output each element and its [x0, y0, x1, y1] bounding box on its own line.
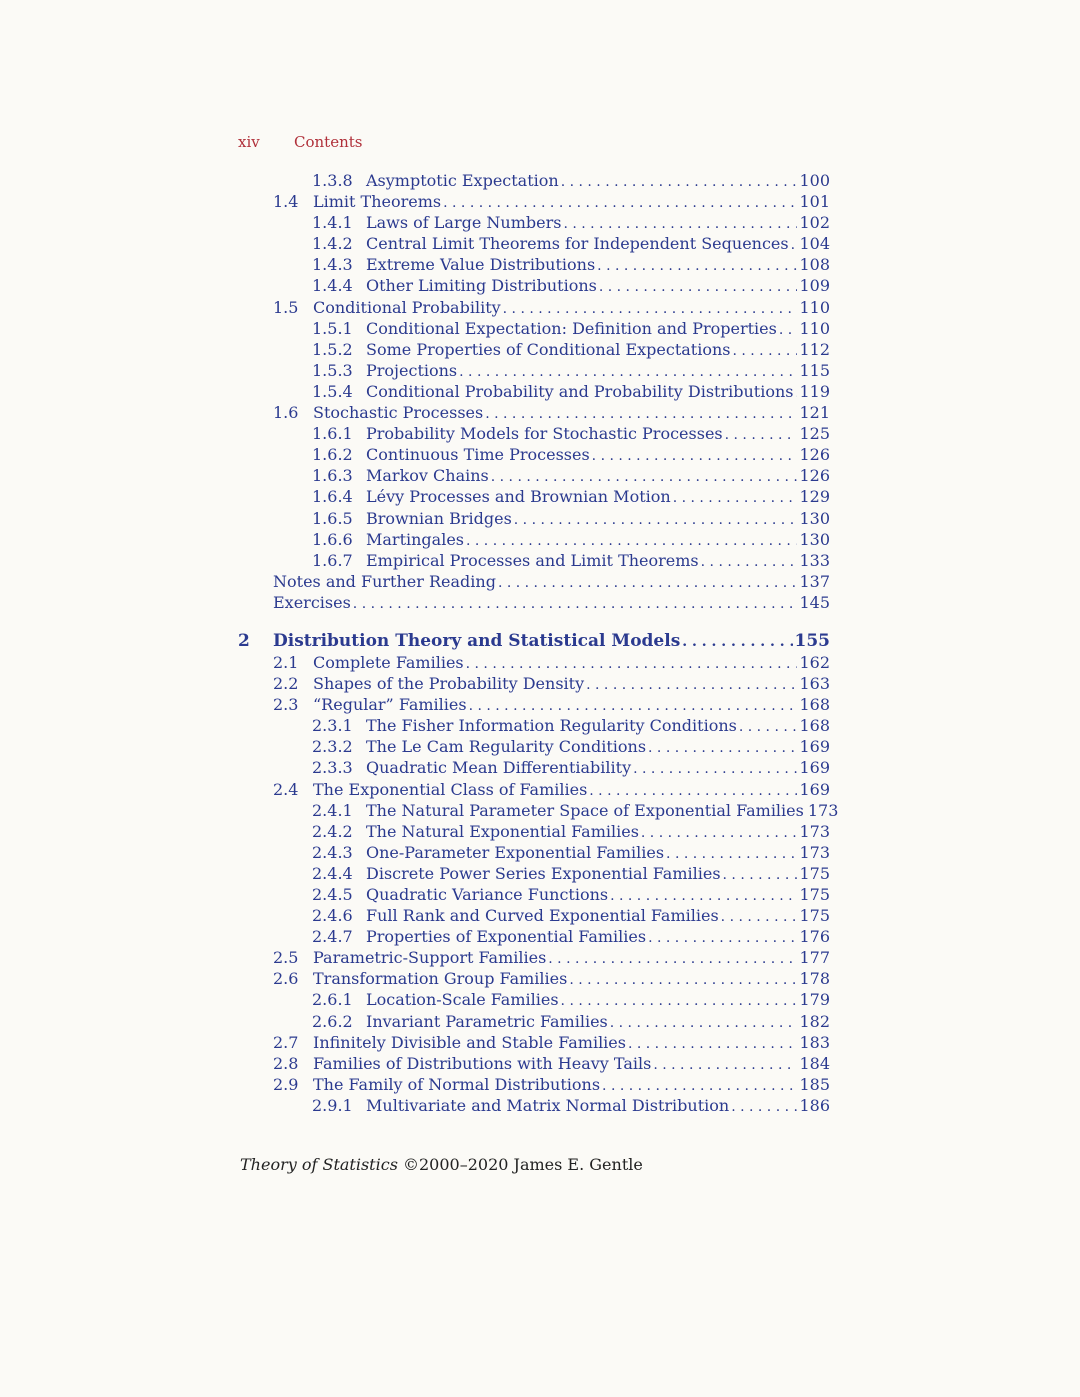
- entry-title: Markov Chains: [366, 466, 489, 486]
- page-footer: [240, 1155, 643, 1174]
- dot-leader: [779, 318, 798, 341]
- entry-page: 137: [799, 571, 830, 591]
- dot-leader: [666, 842, 797, 865]
- toc-entry[interactable]: [238, 486, 830, 507]
- table-of-contents: [238, 170, 839, 1116]
- entry-number: 2.3.2: [312, 737, 353, 757]
- dot-leader: [599, 275, 798, 298]
- entry-page: 186: [799, 1095, 830, 1115]
- entry-number: 2.4.6: [312, 906, 353, 926]
- entry-page: 185: [799, 1074, 830, 1094]
- entry-number: 2.3: [273, 695, 299, 715]
- toc-section-chapter-1: [238, 170, 830, 613]
- copyright: ©2000–2020 James E. Gentle: [403, 1155, 643, 1174]
- dot-leader: [597, 254, 797, 277]
- entry-number: 2.1: [273, 652, 299, 672]
- dot-leader: [610, 1011, 798, 1034]
- entry-number: 2.3.1: [312, 716, 353, 736]
- entry-page: 184: [799, 1053, 830, 1073]
- entry-number: 1.4.2: [312, 234, 353, 254]
- chapter-title: Distribution Theory and Statistical Models: [273, 630, 681, 651]
- toc-entry[interactable]: [238, 1053, 830, 1074]
- entry-title: Invariant Parametric Families: [366, 1011, 608, 1031]
- entry-page: 168: [799, 695, 830, 715]
- dot-leader: [641, 821, 798, 844]
- entry-number: 1.5.4: [312, 381, 353, 401]
- entry-page: 162: [799, 652, 830, 672]
- dot-leader: [721, 905, 798, 928]
- toc-entry[interactable]: [238, 905, 830, 926]
- toc-chapter-entry[interactable]: [238, 630, 830, 652]
- entry-title: Other Limiting Distributions: [366, 276, 597, 296]
- entry-page: 126: [799, 466, 830, 486]
- entry-number: 2.4.1: [312, 800, 353, 820]
- entry-number: 1.4: [273, 192, 299, 212]
- entry-title: Quadratic Mean Differentiability: [366, 758, 632, 778]
- entry-page: 129: [799, 487, 830, 507]
- entry-title: Conditional Probability: [313, 297, 501, 317]
- entry-title: Location-Scale Families: [366, 990, 559, 1010]
- entry-page: 126: [799, 445, 830, 465]
- dot-leader: [682, 630, 792, 653]
- dot-leader: [725, 423, 798, 446]
- dot-leader: [648, 926, 797, 949]
- toc-entry[interactable]: [238, 465, 830, 486]
- entry-title: Properties of Exponential Families: [366, 927, 647, 947]
- toc-entry[interactable]: [238, 381, 830, 402]
- toc-entry[interactable]: [238, 736, 830, 757]
- entry-page: 177: [799, 948, 830, 968]
- entry-title: Families of Distributions with Heavy Tails: [313, 1053, 652, 1073]
- dot-leader: [491, 465, 798, 488]
- toc-entry[interactable]: [238, 444, 830, 465]
- entry-number: 1.6.5: [312, 508, 353, 528]
- toc-entry[interactable]: [238, 884, 830, 905]
- entry-number: 2.8: [273, 1053, 299, 1073]
- dot-leader: [503, 297, 798, 320]
- entry-title: Infinitely Divisible and Stable Families: [313, 1032, 626, 1052]
- dot-leader: [485, 402, 797, 425]
- entry-title: Multivariate and Matrix Normal Distribution: [366, 1095, 730, 1115]
- toc-section-chapter-2: [238, 652, 839, 1116]
- entry-title: Brownian Bridges: [366, 508, 512, 528]
- page-number: xiv: [238, 133, 260, 151]
- toc-entry[interactable]: [238, 423, 830, 444]
- entry-number: 1.6: [273, 403, 299, 423]
- entry-number: 2.2: [273, 674, 299, 694]
- running-title: Contents: [294, 133, 363, 151]
- toc-entry[interactable]: [238, 757, 830, 778]
- dot-leader: [673, 486, 798, 509]
- entry-page: 125: [799, 424, 830, 444]
- entry-page: 176: [799, 927, 830, 947]
- entry-title: Continuous Time Processes: [366, 445, 590, 465]
- entry-number: 2.6: [273, 969, 299, 989]
- entry-title: One-Parameter Exponential Families: [366, 842, 665, 862]
- dot-leader: [466, 652, 798, 675]
- toc-entry[interactable]: [238, 402, 830, 423]
- entry-page: 130: [799, 508, 830, 528]
- entry-title: Some Properties of Conditional Expectations: [366, 339, 731, 359]
- entry-title: “Regular” Families: [313, 695, 467, 715]
- dot-leader: [791, 233, 798, 256]
- entry-title: Parametric-Support Families: [313, 948, 547, 968]
- entry-page: 133: [799, 550, 830, 570]
- entry-page: 182: [799, 1011, 830, 1031]
- dot-leader: [795, 381, 797, 404]
- entry-title: Limit Theorems: [313, 192, 442, 212]
- toc-entry[interactable]: [238, 715, 830, 736]
- entry-number: 2.4.5: [312, 885, 353, 904]
- entry-title: Complete Families: [313, 652, 464, 672]
- entry-title: Stochastic Processes: [313, 403, 484, 423]
- entry-page: 179: [799, 990, 830, 1010]
- toc-entry[interactable]: [238, 821, 830, 842]
- toc-entry[interactable]: [238, 779, 830, 800]
- entry-page: 110: [799, 318, 830, 338]
- dot-leader: [563, 212, 797, 235]
- entry-number: 2.7: [273, 1032, 299, 1052]
- entry-page: 168: [799, 716, 830, 736]
- entry-title: Discrete Power Series Exponential Families: [366, 863, 721, 883]
- toc-entry[interactable]: [238, 212, 830, 233]
- entry-number: 1.5.1: [312, 318, 353, 338]
- dot-leader: [592, 444, 798, 467]
- dot-leader: [602, 1074, 797, 1097]
- toc-entry[interactable]: [238, 1011, 830, 1032]
- toc-entry[interactable]: [238, 339, 830, 360]
- entry-number: 1.6.4: [312, 487, 353, 507]
- entry-page: 175: [799, 863, 830, 883]
- toc-entry[interactable]: [238, 529, 830, 550]
- entry-title: The Family of Normal Distributions: [313, 1074, 601, 1094]
- entry-number: 1.5.2: [312, 339, 353, 359]
- toc-entry[interactable]: [238, 800, 839, 821]
- dot-leader: [469, 694, 798, 717]
- entry-title: Projections: [366, 360, 458, 380]
- entry-title: Martingales: [366, 529, 464, 549]
- entry-number: 2.6.1: [312, 990, 353, 1010]
- entry-title: The Le Cam Regularity Conditions: [366, 737, 647, 757]
- entry-page: 173: [799, 821, 830, 841]
- entry-page: 169: [799, 758, 830, 778]
- entry-number: 2.3.3: [312, 758, 353, 778]
- dot-leader: [648, 736, 797, 759]
- entry-title: The Natural Parameter Space of Exponential Families: [366, 800, 804, 820]
- toc-entry[interactable]: [238, 673, 830, 694]
- entry-title: The Natural Exponential Families: [366, 821, 639, 841]
- entry-number: 1.6.7: [312, 550, 353, 570]
- entry-number: 1.3.8: [312, 171, 353, 190]
- entry-page: 115: [799, 360, 830, 380]
- entry-title: Laws of Large Numbers: [366, 213, 562, 233]
- chapter-page: 155: [794, 630, 830, 651]
- toc-entry[interactable]: [238, 863, 830, 884]
- entry-page: 169: [799, 737, 830, 757]
- entry-number: 2.6.2: [312, 1011, 353, 1031]
- entry-page: 102: [799, 213, 830, 233]
- dot-leader: [569, 968, 797, 991]
- toc-entry[interactable]: [238, 571, 830, 592]
- entry-number: 2.4.3: [312, 842, 353, 862]
- entry-title: Asymptotic Expectation: [366, 171, 559, 190]
- toc-entry[interactable]: [238, 652, 830, 673]
- entry-title: Exercises: [273, 592, 351, 612]
- dot-leader: [739, 715, 798, 738]
- dot-leader: [586, 673, 797, 696]
- entry-number: 1.6.2: [312, 445, 353, 465]
- entry-page: 173: [799, 842, 830, 862]
- entry-page: 130: [799, 529, 830, 549]
- dot-leader: [633, 757, 797, 780]
- entry-number: 2.4.4: [312, 863, 353, 883]
- entry-title: Lévy Processes and Brownian Motion: [366, 487, 671, 507]
- entry-page: 100: [799, 171, 830, 190]
- entry-number: 1.4.1: [312, 213, 353, 233]
- entry-title: Notes and Further Reading: [273, 571, 496, 591]
- entry-number: 2.4.2: [312, 821, 353, 841]
- dot-leader: [701, 550, 798, 573]
- toc-entry[interactable]: [238, 254, 830, 275]
- entry-title: Probability Models for Stochastic Processes: [366, 424, 723, 444]
- dot-leader: [653, 1053, 797, 1076]
- entry-page: 119: [799, 381, 830, 401]
- entry-page: 173: [807, 800, 839, 820]
- dot-leader: [732, 339, 797, 362]
- dot-leader: [561, 989, 798, 1012]
- toc-entry[interactable]: [238, 989, 830, 1010]
- dot-leader: [466, 529, 797, 552]
- entry-title: Shapes of the Probability Density: [313, 674, 585, 694]
- entry-title: Central Limit Theorems for Independent Sequences: [366, 234, 789, 254]
- entry-number: 2.4: [273, 779, 299, 799]
- entry-title: Empirical Processes and Limit Theorems: [366, 550, 699, 570]
- toc-entry[interactable]: [238, 233, 830, 254]
- entry-number: 2.9: [273, 1074, 299, 1094]
- toc-entry[interactable]: [238, 842, 830, 863]
- entry-page: 163: [799, 674, 830, 694]
- dot-leader: [731, 1095, 797, 1118]
- toc-entry[interactable]: [238, 1032, 830, 1053]
- toc-entry[interactable]: [238, 318, 830, 339]
- entry-number: 1.4.4: [312, 276, 353, 296]
- dot-leader: [353, 592, 798, 615]
- entry-number: 2.5: [273, 948, 299, 968]
- entry-number: 2.9.1: [312, 1095, 353, 1115]
- entry-page: 108: [799, 255, 830, 275]
- entry-number: 2.4.7: [312, 927, 353, 947]
- entry-number: 1.6.6: [312, 529, 353, 549]
- toc-entry[interactable]: [238, 1095, 830, 1116]
- dot-leader: [723, 863, 798, 886]
- dot-leader: [610, 884, 797, 907]
- toc-entry[interactable]: [238, 947, 830, 968]
- chapter-number: 2: [238, 630, 250, 651]
- entry-page: 109: [799, 276, 830, 296]
- toc-entry[interactable]: [238, 550, 830, 571]
- entry-page: 178: [799, 969, 830, 989]
- toc-entry[interactable]: [238, 926, 830, 947]
- running-header: [238, 133, 362, 151]
- toc-entry[interactable]: [238, 508, 830, 529]
- entry-number: 1.5: [273, 297, 299, 317]
- dot-leader: [628, 1032, 797, 1055]
- toc-entry[interactable]: [238, 968, 830, 989]
- entry-title: Conditional Probability and Probability Distributions: [366, 381, 794, 401]
- toc-entry[interactable]: [238, 275, 830, 296]
- entry-page: 145: [799, 592, 830, 612]
- entry-page: 175: [799, 885, 830, 904]
- entry-page: 175: [799, 906, 830, 926]
- toc-entry[interactable]: [238, 694, 830, 715]
- dot-leader: [548, 947, 797, 970]
- dot-leader: [589, 779, 797, 802]
- entry-number: 1.6.1: [312, 424, 353, 444]
- toc-entry[interactable]: [238, 191, 830, 212]
- book-title: Theory of Statistics: [240, 1155, 398, 1174]
- entry-page: 101: [799, 192, 830, 212]
- entry-page: 112: [799, 339, 830, 359]
- entry-page: 169: [799, 779, 830, 799]
- entry-title: Conditional Expectation: Definition and Properties: [366, 318, 777, 338]
- toc-entry[interactable]: [238, 360, 830, 381]
- entry-title: Transformation Group Families: [313, 969, 568, 989]
- entry-page: 183: [799, 1032, 830, 1052]
- entry-page: 110: [799, 297, 830, 317]
- entry-title: Quadratic Variance Functions: [366, 885, 609, 904]
- toc-entry[interactable]: [238, 592, 830, 613]
- entry-title: The Exponential Class of Families: [313, 779, 588, 799]
- toc-entry[interactable]: [238, 170, 830, 191]
- entry-number: 1.6.3: [312, 466, 353, 486]
- dot-leader: [498, 571, 798, 594]
- dot-leader: [514, 508, 798, 531]
- entry-number: 1.4.3: [312, 255, 353, 275]
- toc-entry[interactable]: [238, 1074, 830, 1095]
- entry-page: 121: [799, 403, 830, 423]
- dot-leader: [443, 191, 797, 214]
- entry-title: Extreme Value Distributions: [366, 255, 596, 275]
- entry-page: 104: [799, 234, 830, 254]
- toc-entry[interactable]: [238, 297, 830, 318]
- entry-number: 1.5.3: [312, 360, 353, 380]
- entry-title: The Fisher Information Regularity Conditions: [366, 716, 737, 736]
- dot-leader: [459, 360, 797, 383]
- entry-title: Full Rank and Curved Exponential Families: [366, 906, 719, 926]
- dot-leader: [561, 170, 798, 193]
